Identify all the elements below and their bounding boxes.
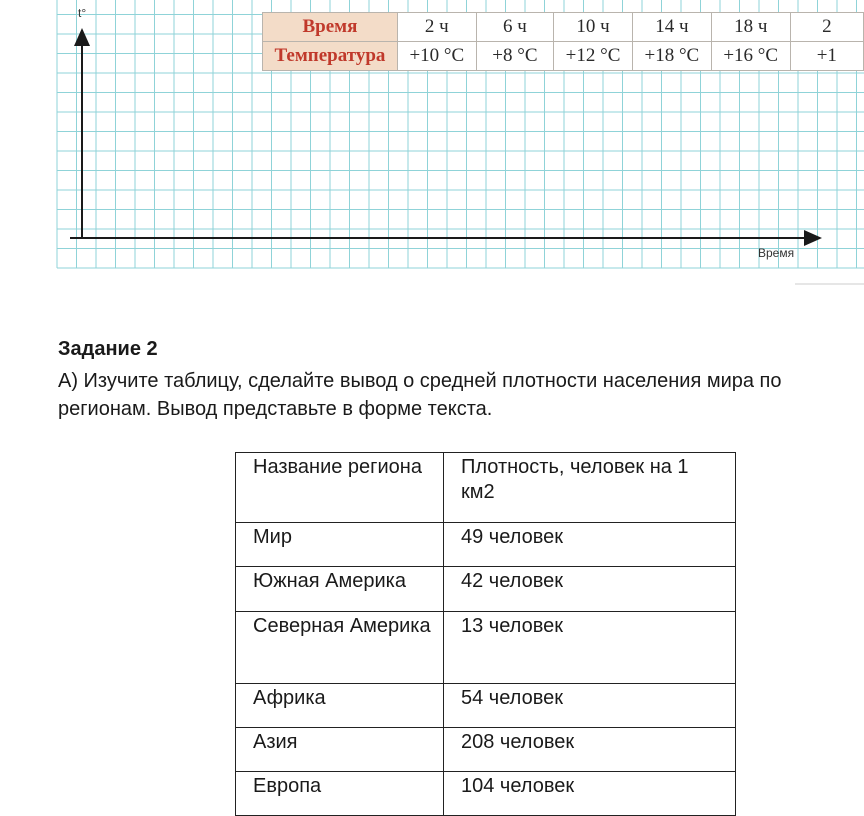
density-cell: 208 человек — [444, 728, 736, 772]
density-cell: 104 человек — [444, 772, 736, 816]
table-row — [236, 612, 736, 684]
time-row — [263, 13, 864, 42]
temperature-cell: +10 °C — [397, 42, 476, 71]
table-header-row — [236, 453, 736, 523]
time-header: Время — [263, 13, 398, 42]
region-cell: Азия — [236, 728, 444, 772]
task-title: Задание 2 — [58, 338, 158, 360]
table-row — [236, 728, 736, 772]
time-cell: 10 ч — [554, 13, 633, 42]
temperature-header: Температура — [263, 42, 398, 71]
region-cell: Северная Америка — [236, 612, 444, 684]
column-header-density: Плотность, человек на 1 км2 — [444, 453, 736, 523]
time-cell: 2 — [790, 13, 863, 42]
temperature-cell: +1 — [790, 42, 863, 71]
time-cell: 18 ч — [711, 13, 790, 42]
density-cell: 49 человек — [444, 523, 736, 567]
temperature-cell: +18 °C — [632, 42, 711, 71]
temperature-cell: +8 °C — [476, 42, 553, 71]
temperature-table — [262, 12, 864, 71]
region-cell: Мир — [236, 523, 444, 567]
region-cell: Южная Америка — [236, 567, 444, 612]
temperature-graph-area — [0, 0, 864, 290]
time-cell: 2 ч — [397, 13, 476, 42]
task-text: А) Изучите таблицу, сделайте вывод о средней плотности населения мира по регионам. Вывод представьте в форме текста. — [58, 370, 782, 420]
region-cell: Европа — [236, 772, 444, 816]
table-row — [236, 684, 736, 728]
temperature-cell: +12 °C — [554, 42, 633, 71]
density-cell: 54 человек — [444, 684, 736, 728]
table-row — [236, 523, 736, 567]
temperature-row — [263, 42, 864, 71]
x-axis-label: Время — [758, 246, 795, 260]
y-axis-label: t° — [78, 6, 87, 20]
density-cell: 42 человек — [444, 567, 736, 612]
time-cell: 6 ч — [476, 13, 553, 42]
column-header-region: Название региона — [236, 453, 444, 523]
temperature-cell: +16 °C — [711, 42, 790, 71]
density-table — [235, 452, 736, 816]
table-row — [236, 772, 736, 816]
region-cell: Африка — [236, 684, 444, 728]
table-row — [236, 567, 736, 612]
time-cell: 14 ч — [632, 13, 711, 42]
density-cell: 13 человек — [444, 612, 736, 684]
